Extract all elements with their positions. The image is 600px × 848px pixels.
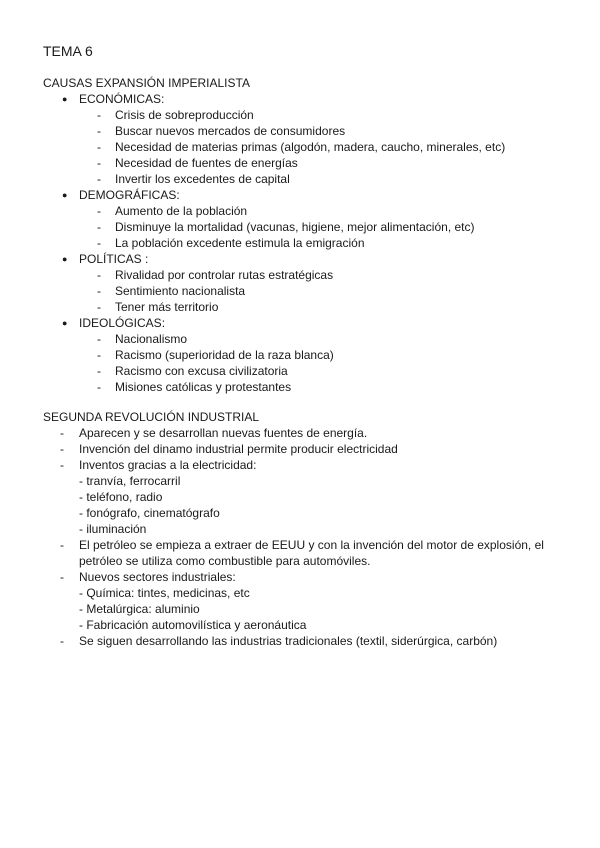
list-item: - El petróleo se empieza a extraer de EEUU y con la invención del motor de explosión, el <box>60 538 544 552</box>
bullet-icon: ● <box>62 318 68 328</box>
list-item: - Tener más territorio <box>97 300 219 314</box>
group-label: ● IDEOLÓGICAS: <box>62 316 166 330</box>
list-item: - Crisis de sobreproducción <box>97 108 254 122</box>
sub-item: - Química: tintes, medicinas, etc <box>79 586 250 600</box>
list-item: - Disminuye la mortalidad (vacunas, higiene, mejor alimentación, etc) <box>97 220 475 234</box>
list-item-continuation: petróleo se utiliza como combustible para automóviles. <box>79 554 371 568</box>
sub-item: - tranvía, ferrocarril <box>79 474 181 488</box>
list-item: - Se siguen desarrollando las industrias tradicionales (textil, siderúrgica, carbón) <box>60 634 498 648</box>
bullet-icon: ● <box>62 254 68 264</box>
section-heading: SEGUNDA REVOLUCIÓN INDUSTRIAL <box>43 410 260 424</box>
sub-item: - iluminación <box>79 522 147 536</box>
list-item: - Invertir los excedentes de capital <box>97 172 290 186</box>
list-item: - Aparecen y se desarrollan nuevas fuentes de energía. <box>60 426 368 440</box>
section-causas <box>43 75 505 395</box>
list-item: - La población excedente estimula la emigración <box>97 236 365 250</box>
group-label: ● POLÍTICAS : <box>62 252 149 266</box>
section-revolucion <box>43 409 544 649</box>
bullet-icon: ● <box>62 190 68 200</box>
list-item: - Sentimiento nacionalista <box>97 284 246 298</box>
section-heading: CAUSAS EXPANSIÓN IMPERIALISTA <box>43 76 250 90</box>
list-item: - Invención del dinamo industrial permite producir electricidad <box>60 442 398 456</box>
bullet-icon: ● <box>62 94 68 104</box>
sub-item: - Metalúrgica: aluminio <box>79 602 200 616</box>
list-item: - Aumento de la población <box>97 204 248 218</box>
list-item: - Nacionalismo <box>97 332 188 346</box>
list-item: - Racismo (superioridad de la raza blanca) <box>97 348 334 362</box>
list-item: - Inventos gracias a la electricidad: <box>60 458 257 472</box>
list-item: - Necesidad de fuentes de energías <box>97 156 298 170</box>
group-label: ● ECONÓMICAS: <box>62 92 165 106</box>
list-item: - Misiones católicas y protestantes <box>97 380 292 394</box>
sub-item: - teléfono, radio <box>79 490 163 504</box>
list-item: - Necesidad de materias primas (algodón, madera, caucho, minerales, etc) <box>97 140 506 154</box>
list-item: - Buscar nuevos mercados de consumidores <box>97 124 346 138</box>
list-item: - Rivalidad por controlar rutas estratégicas <box>97 268 334 282</box>
list-item: - Nuevos sectores industriales: <box>60 570 236 584</box>
page-title: TEMA 6 <box>43 43 93 59</box>
sub-item: - fonógrafo, cinematógrafo <box>79 506 220 520</box>
group-label: ● DEMOGRÁFICAS: <box>62 188 180 202</box>
sub-item: - Fabricación automovilística y aeronáutica <box>79 618 307 632</box>
list-item: - Racismo con excusa civilizatoria <box>97 364 288 378</box>
